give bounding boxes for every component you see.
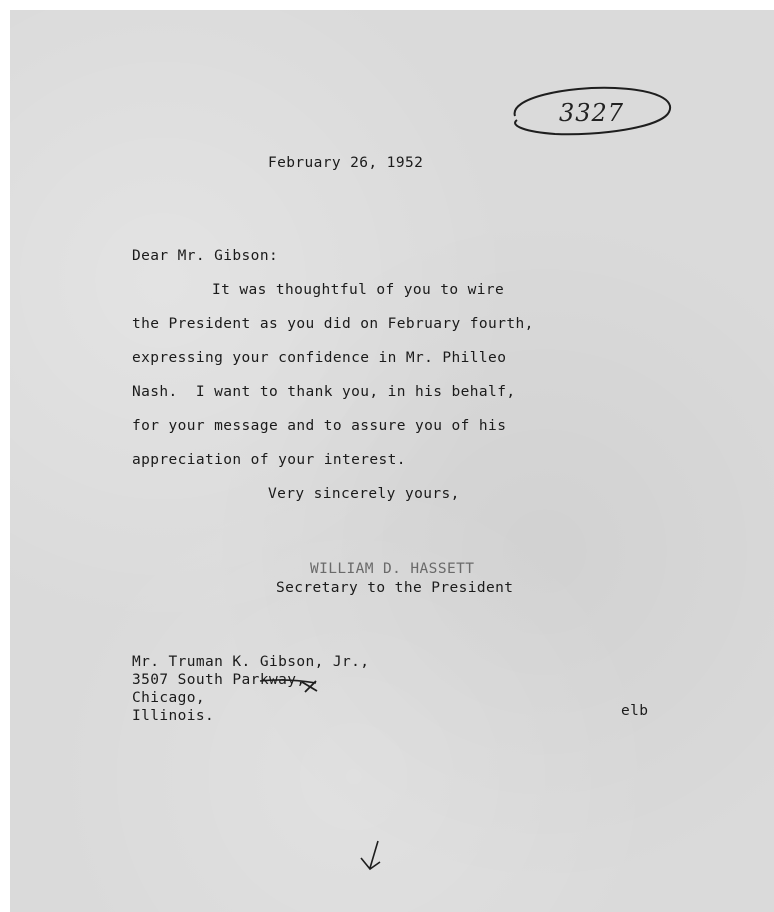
body-line: expressing your confidence in Mr. Philleo xyxy=(132,350,507,366)
address-line: Illinois. xyxy=(132,708,215,724)
archive-number: 3327 xyxy=(559,99,625,127)
reference-initials: elb xyxy=(621,703,649,719)
body-line: the President as you did on February fourth, xyxy=(132,316,534,332)
closing: Very sincerely yours, xyxy=(268,486,460,502)
salutation: Dear Mr. Gibson: xyxy=(132,248,279,264)
body-line: Nash. I want to thank you, in his behalf, xyxy=(132,384,516,400)
letter-date: February 26, 1952 xyxy=(268,155,424,171)
address-line: 3507 South Parkway, xyxy=(132,672,306,688)
signer-title: Secretary to the President xyxy=(276,580,514,596)
arrow-down-icon xyxy=(356,838,388,874)
address-line: Mr. Truman K. Gibson, Jr., xyxy=(132,654,370,670)
signer-name: WILLIAM D. HASSETT xyxy=(310,561,475,577)
body-line: appreciation of your interest. xyxy=(132,452,406,468)
body-line: for your message and to assure you of his xyxy=(132,418,507,434)
address-line: Chicago, xyxy=(132,690,206,706)
body-line: It was thoughtful of you to wire xyxy=(212,282,505,298)
check-mark-icon xyxy=(299,678,321,694)
letter-page xyxy=(10,10,774,912)
